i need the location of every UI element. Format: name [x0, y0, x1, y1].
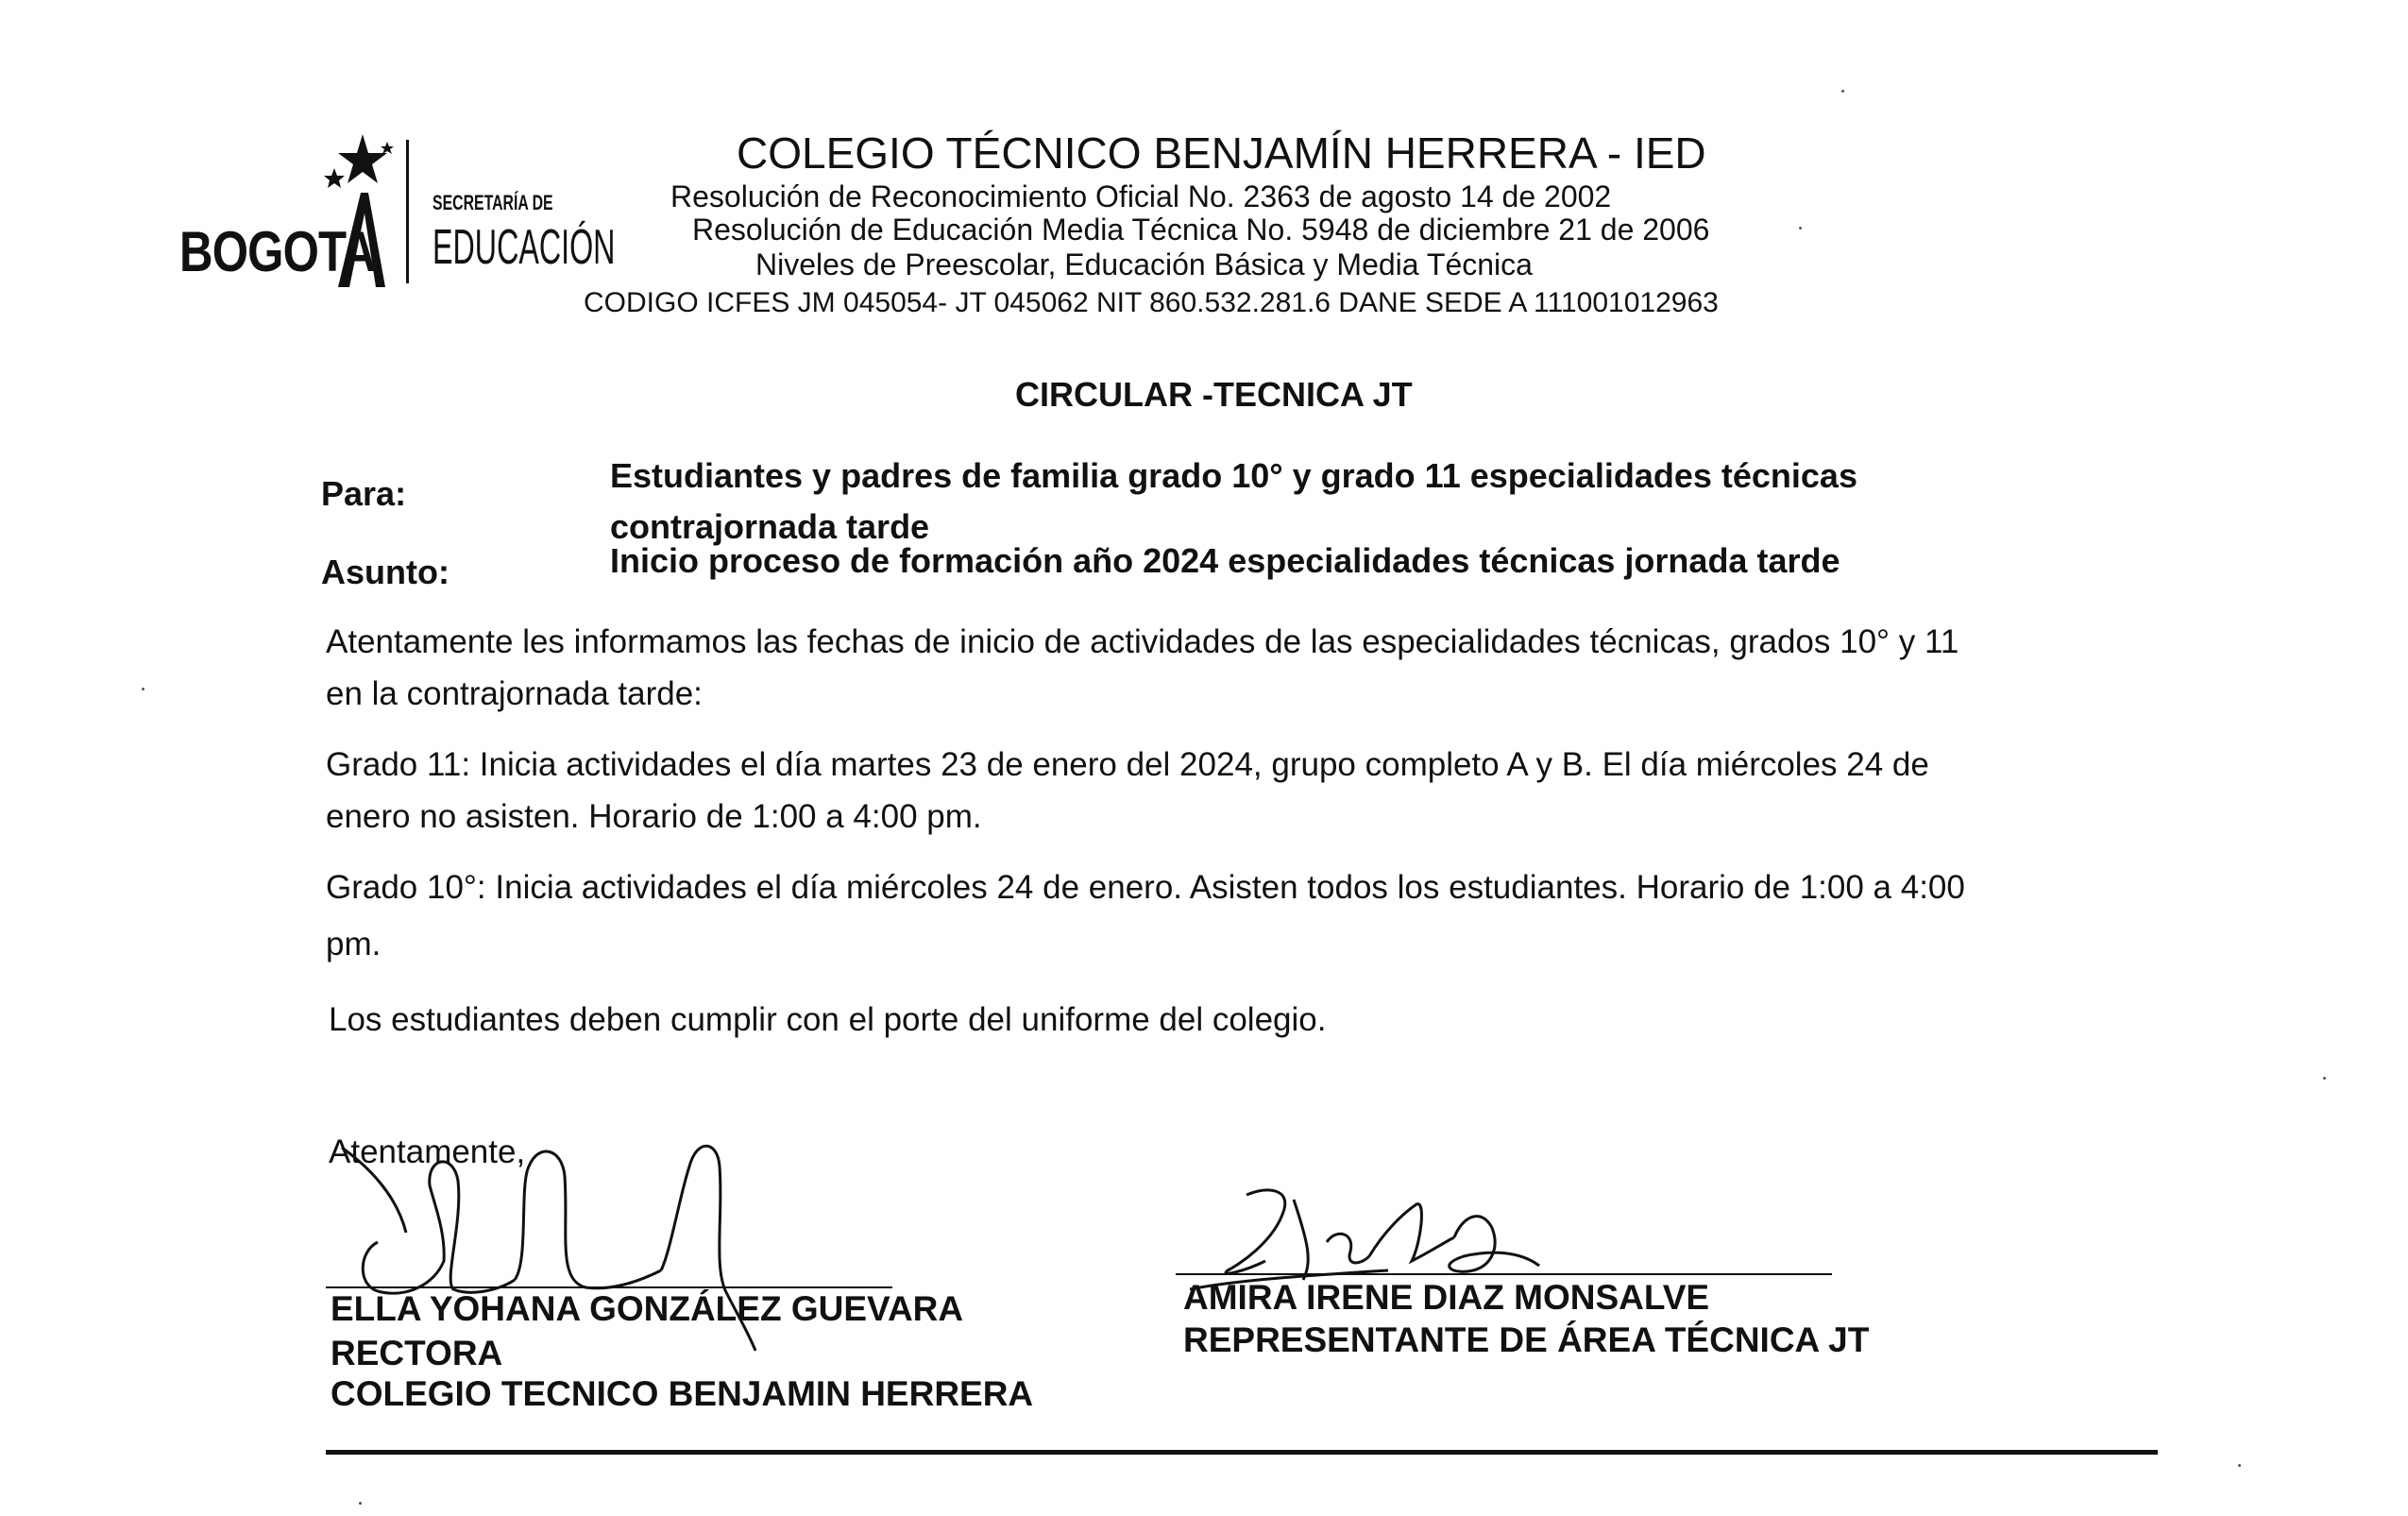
grade-10-paragraph-line-2: pm.	[326, 926, 382, 962]
grade-11-paragraph-line-1: Grado 11: Inicia actividades el día martes 23 de enero del 2024, grupo completo A y B. El día miércoles 24 de	[326, 746, 1929, 783]
scan-speck	[142, 688, 144, 690]
para-label: Para:	[321, 474, 407, 513]
area-representative-signature-line	[1176, 1273, 1832, 1275]
area-representative-title: REPRESENTANTE DE ÁREA TÉCNICA JT	[1183, 1320, 1870, 1359]
scan-speck	[2323, 1077, 2326, 1080]
logo-secretaria-text: SECRETARÍA DE	[432, 191, 553, 214]
asunto-text: Inicio proceso de formación año 2024 especialidades técnicas jornada tarde	[610, 541, 1840, 580]
para-recipients-line-1: Estudiantes y padres de familia grado 10° y grado 11 especialidades técnicas	[610, 456, 1857, 495]
area-representative-name: AMIRA IRENE DIAZ MONSALVE	[1183, 1278, 1710, 1317]
intro-paragraph-line-1: Atentamente les informamos las fechas de inicio de actividades de las especialidades técnicas, grados 10° y 11	[326, 623, 1959, 660]
intro-paragraph-line-2: en la contrajornada tarde:	[326, 675, 703, 712]
grade-11-paragraph-line-2: enero no asisten. Horario de 1:00 a 4:00 pm.	[326, 798, 982, 835]
logo-divider	[406, 140, 409, 283]
footer-rule	[326, 1450, 2158, 1455]
scan-speck	[359, 1502, 362, 1505]
resolution-media-tecnica: Resolución de Educación Media Técnica No. 5948 de diciembre 21 de 2006	[692, 213, 1710, 247]
rector-organization: COLEGIO TECNICO BENJAMIN HERRERA	[331, 1374, 1034, 1413]
school-name: COLEGIO TÉCNICO BENJAMÍN HERRERA - IED	[737, 128, 1706, 178]
scan-speck	[1841, 90, 1844, 93]
resolution-recognition: Resolución de Reconocimiento Oficial No. 2363 de agosto 14 de 2002	[670, 179, 1612, 213]
logo-bogota-text: BOGOTA	[179, 220, 376, 283]
rector-name: ELLA YOHANA GONZÁLEZ GUEVARA	[331, 1289, 964, 1328]
grade-10-paragraph-line-1: Grado 10°: Inicia actividades el día miércoles 24 de enero. Asisten todos los estudiantes. Horario de 1:00 a 4:00	[326, 869, 1965, 906]
education-levels: Niveles de Preescolar, Educación Básica y Media Técnica	[755, 247, 1533, 281]
circular-title: CIRCULAR -TECNICA JT	[1015, 375, 1413, 414]
rector-signature-line	[326, 1286, 892, 1288]
scan-speck	[2238, 1464, 2241, 1467]
logo-educacion-text: EDUCACIÓN	[432, 220, 616, 275]
uniform-paragraph: Los estudiantes deben cumplir con el porte del uniforme del colegio.	[329, 1001, 1327, 1038]
para-recipients-line-2: contrajornada tarde	[610, 507, 930, 546]
asunto-label: Asunto:	[321, 553, 449, 591]
scan-speck	[1799, 227, 1802, 230]
institution-codes: CODIGO ICFES JM 045054- JT 045062 NIT 860.532.281.6 DANE SEDE A 111001012963	[584, 287, 1719, 318]
rector-title: RECTORA	[331, 1334, 503, 1372]
closing-salutation: Atentamente,	[329, 1133, 526, 1170]
